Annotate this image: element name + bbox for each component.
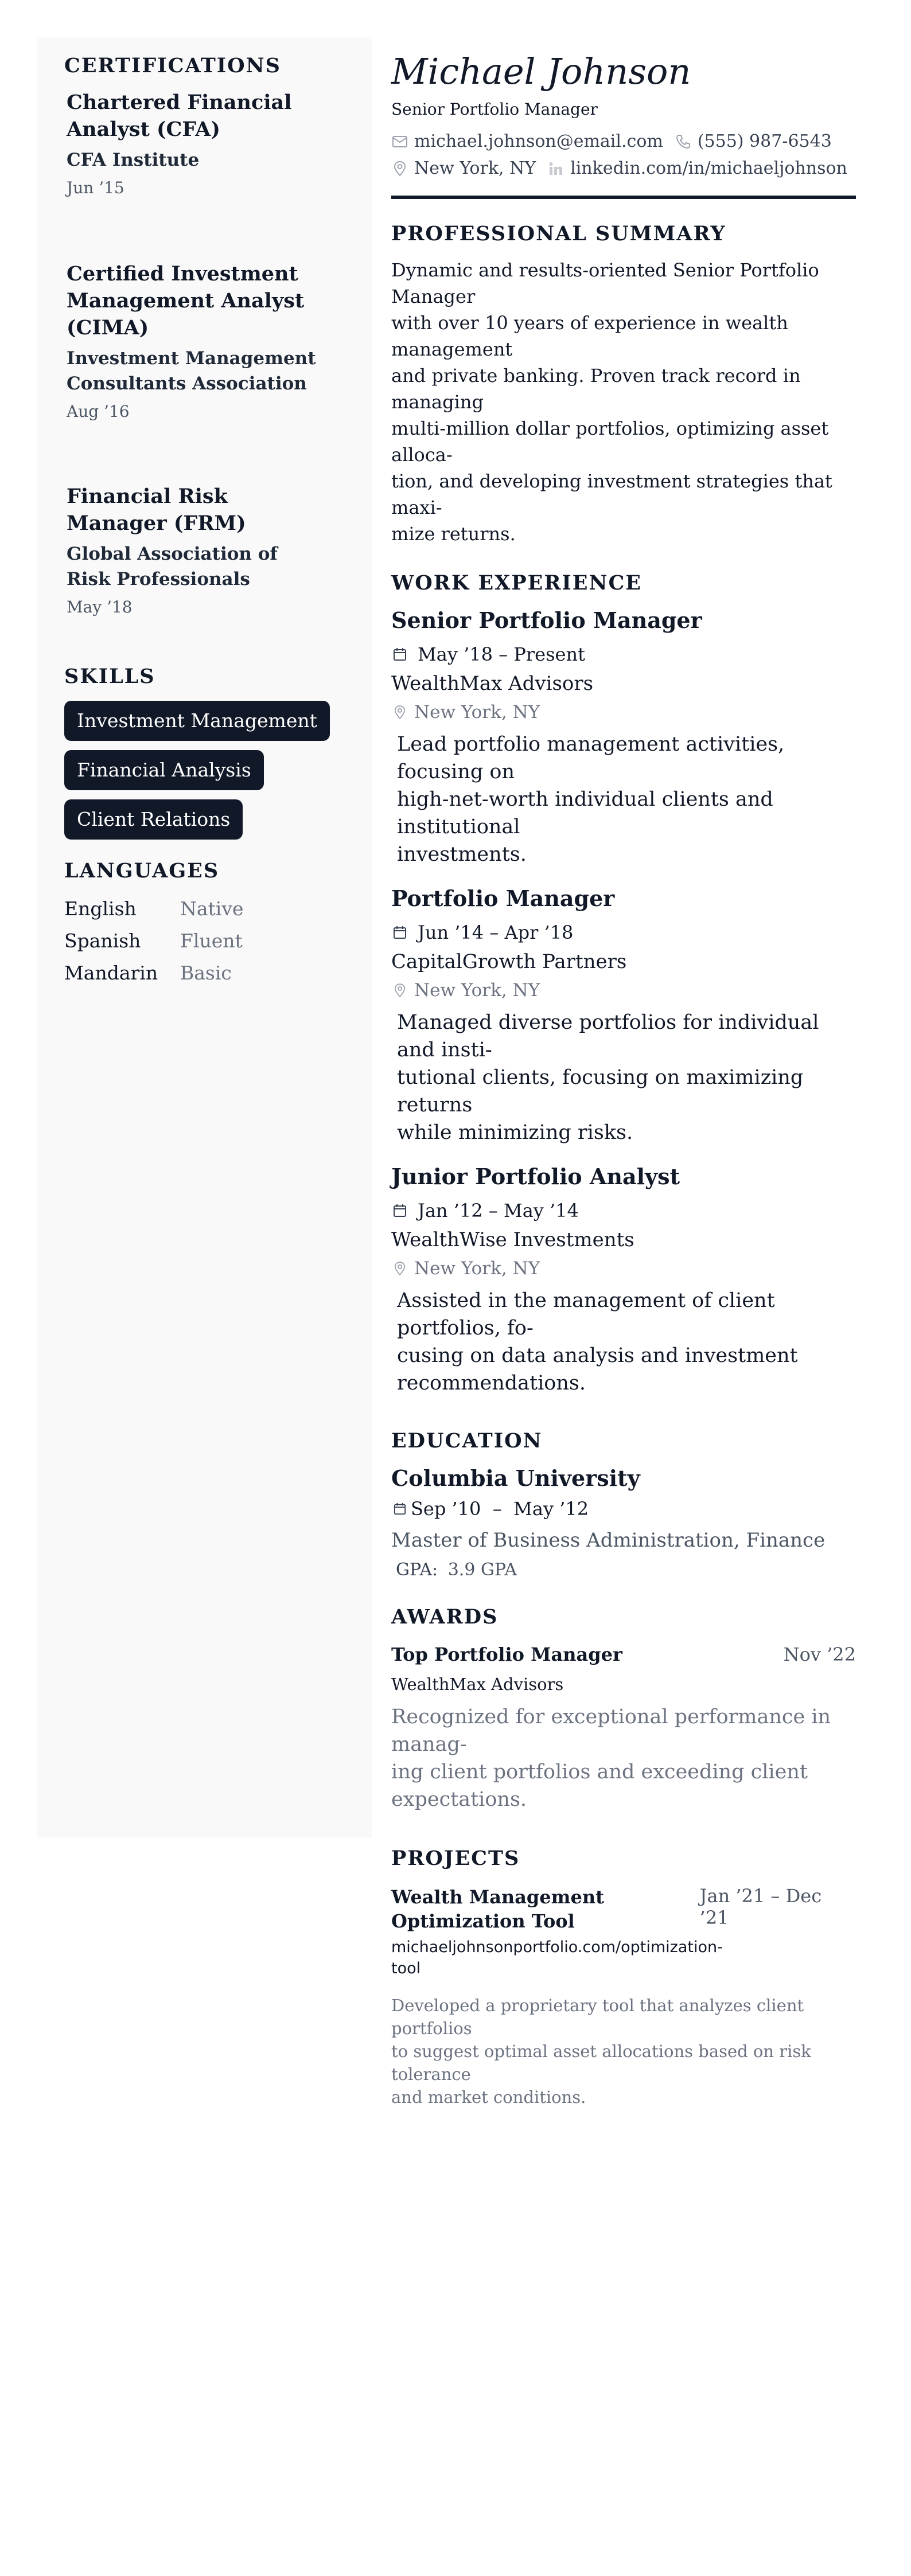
- header-divider: [391, 196, 856, 199]
- calendar-icon: [391, 924, 408, 941]
- education-entry: [391, 1465, 856, 1580]
- certification-item: [67, 260, 343, 421]
- award-date: Nov ’22: [783, 1644, 856, 1665]
- certification-issuer: Investment Management Consultants Association: [67, 348, 316, 394]
- location-pin-icon: [391, 704, 408, 721]
- certification-item: [67, 483, 343, 616]
- job-entry: [391, 1164, 856, 1397]
- award-description: [391, 1703, 856, 1813]
- certification-name: Chartered Financial Analyst (CFA): [67, 91, 292, 141]
- job-dates: May ’18 – Present: [418, 643, 585, 665]
- language-name: Spanish: [64, 930, 141, 952]
- job-dates: Jan ’12 – May ’14: [418, 1200, 579, 1221]
- certification-item: [67, 89, 343, 197]
- education-heading: EDUCATION: [391, 1429, 543, 1453]
- language-name: English: [64, 897, 137, 920]
- language-row: [64, 957, 343, 989]
- award-description-line: expectations.: [391, 1788, 527, 1811]
- job-description-line: high-net-worth individual clients and institutional: [397, 788, 773, 838]
- phone-icon: [675, 133, 692, 150]
- project-description-line: and market conditions.: [391, 2087, 586, 2107]
- job-dates: Jun ’14 – Apr ’18: [418, 922, 574, 943]
- email-icon: [391, 133, 408, 150]
- summary-line: and private banking. Proven track record in managing: [391, 365, 801, 413]
- education-dates-row: [391, 1498, 856, 1520]
- languages-list: [64, 893, 343, 989]
- main-content: [391, 37, 856, 2109]
- project-entry: [391, 1885, 856, 2109]
- project-description-line: to suggest optimal asset allocations based on risk tolerance: [391, 2042, 811, 2084]
- job-description-line: recommendations.: [397, 1372, 586, 1395]
- language-level: Basic: [180, 962, 232, 984]
- job-description: [391, 731, 856, 868]
- summary-text: [391, 257, 856, 547]
- summary-line: mize returns.: [391, 523, 516, 545]
- summary-heading: PROFESSIONAL SUMMARY: [391, 222, 726, 245]
- certifications-heading: CERTIFICATIONS: [64, 54, 281, 77]
- award-issuer: WealthMax Advisors: [391, 1675, 564, 1694]
- calendar-icon: [391, 646, 408, 663]
- skill-tag: Investment Management: [64, 701, 330, 741]
- job-description-line: while minimizing risks.: [397, 1121, 633, 1144]
- gpa-value: 3.9 GPA: [447, 1560, 517, 1580]
- job-description: [391, 1009, 856, 1146]
- sidebar: [37, 37, 372, 1837]
- project-name: Wealth Management Optimization Tool: [391, 1886, 604, 1932]
- education-dates: Sep ’10 – May ’12: [411, 1498, 589, 1520]
- certification-name: Financial Risk Manager (FRM): [67, 485, 246, 535]
- job-entry: [391, 607, 856, 868]
- job-role: Junior Portfolio Analyst: [391, 1164, 680, 1189]
- projects-heading: PROJECTS: [391, 1847, 520, 1870]
- summary-line: multi-million dollar portfolios, optimizing asset alloca-: [391, 417, 829, 466]
- job-description-line: investments.: [397, 843, 527, 866]
- location-pin-icon: [391, 982, 408, 999]
- language-row: [64, 925, 343, 957]
- summary-line: Dynamic and results-oriented Senior Portfolio Manager: [391, 259, 819, 307]
- project-description: [391, 1994, 856, 2109]
- calendar-icon: [391, 1202, 408, 1219]
- contact-row: [391, 158, 856, 178]
- job-company: WealthWise Investments: [391, 1228, 634, 1251]
- job-location: New York, NY: [414, 980, 540, 1001]
- skill-tag: Client Relations: [64, 799, 243, 840]
- skills-list: [64, 701, 343, 840]
- awards-heading: AWARDS: [391, 1605, 499, 1629]
- job-role: Senior Portfolio Manager: [391, 607, 702, 633]
- linkedin-icon: [547, 160, 564, 177]
- job-location: New York, NY: [414, 1258, 540, 1279]
- certification-date: Aug ’16: [67, 402, 130, 421]
- phone-link[interactable]: (555) 987-6543: [697, 131, 832, 151]
- job-role: Portfolio Manager: [391, 885, 615, 911]
- job-dates-row: [391, 922, 856, 943]
- award-name: Top Portfolio Manager: [391, 1644, 622, 1665]
- project-dates: Jan ’21 – Dec ’21: [699, 1885, 822, 1929]
- location-pin-icon: [391, 1260, 408, 1277]
- job-dates-row: [391, 1200, 856, 1221]
- education-gpa-row: [391, 1560, 856, 1580]
- job-company: WealthMax Advisors: [391, 672, 594, 695]
- candidate-title: Senior Portfolio Manager: [391, 100, 598, 119]
- language-level: Native: [180, 897, 244, 920]
- certification-date: Jun ’15: [67, 178, 124, 197]
- project-description-line: Developed a proprietary tool that analyzes client portfolios: [391, 1996, 804, 2038]
- location-text: New York, NY: [414, 158, 536, 178]
- award-description-line: Recognized for exceptional performance in manag-: [391, 1705, 831, 1756]
- contact-row: [391, 131, 856, 151]
- job-location-row: [391, 980, 856, 1001]
- job-dates-row: [391, 643, 856, 665]
- job-location-row: [391, 1258, 856, 1279]
- job-description-line: tutional clients, focusing on maximizing returns: [397, 1066, 804, 1117]
- candidate-name: Michael Johnson: [391, 50, 691, 92]
- certification-name: Certified Investment Management Analyst (CIMA): [67, 262, 305, 339]
- project-link[interactable]: [391, 1937, 856, 1979]
- job-description-line: Managed diverse portfolios for individual and insti-: [397, 1011, 819, 1061]
- education-degree: Master of Business Administration, Finance: [391, 1529, 826, 1552]
- award-header: [391, 1644, 856, 1665]
- job-description-line: cusing on data analysis and investment: [397, 1344, 798, 1367]
- education-school: Columbia University: [391, 1465, 640, 1491]
- job-description-line: Lead portfolio management activities, focusing on: [397, 733, 785, 783]
- job-location-row: [391, 702, 856, 723]
- languages-heading: LANGUAGES: [64, 859, 220, 883]
- project-link-line[interactable]: michaeljohnsonportfolio.com/optimization-: [391, 1938, 723, 1956]
- skill-tag: Financial Analysis: [64, 750, 264, 790]
- location-pin-icon: [391, 160, 408, 177]
- summary-line: tion, and developing investment strategies that maxi-: [391, 470, 832, 518]
- job-location: New York, NY: [414, 702, 540, 723]
- certification-date: May ’18: [67, 598, 133, 616]
- summary-line: with over 10 years of experience in wealth management: [391, 312, 788, 360]
- job-description: [391, 1287, 856, 1397]
- certification-issuer: CFA Institute: [67, 150, 200, 170]
- job-company: CapitalGrowth Partners: [391, 950, 627, 973]
- job-description-line: Assisted in the management of client portfolios, fo-: [397, 1289, 775, 1340]
- calendar-icon: [391, 1500, 408, 1517]
- skills-heading: SKILLS: [64, 665, 155, 688]
- language-name: Mandarin: [64, 962, 158, 984]
- award-entry: [391, 1644, 856, 1813]
- language-row: [64, 893, 343, 925]
- language-level: Fluent: [180, 930, 243, 952]
- certification-issuer: Global Association of Risk Professionals: [67, 544, 278, 590]
- project-link-line[interactable]: tool: [391, 1960, 421, 1977]
- linkedin-link[interactable]: linkedin.com/in/michaeljohnson: [570, 158, 847, 178]
- project-header: [391, 1885, 856, 1933]
- email-link[interactable]: michael.johnson@email.com: [414, 131, 663, 151]
- gpa-label: GPA:: [396, 1560, 438, 1580]
- job-entry: [391, 885, 856, 1146]
- award-description-line: ing client portfolios and exceeding client: [391, 1761, 808, 1783]
- experience-heading: WORK EXPERIENCE: [391, 571, 642, 595]
